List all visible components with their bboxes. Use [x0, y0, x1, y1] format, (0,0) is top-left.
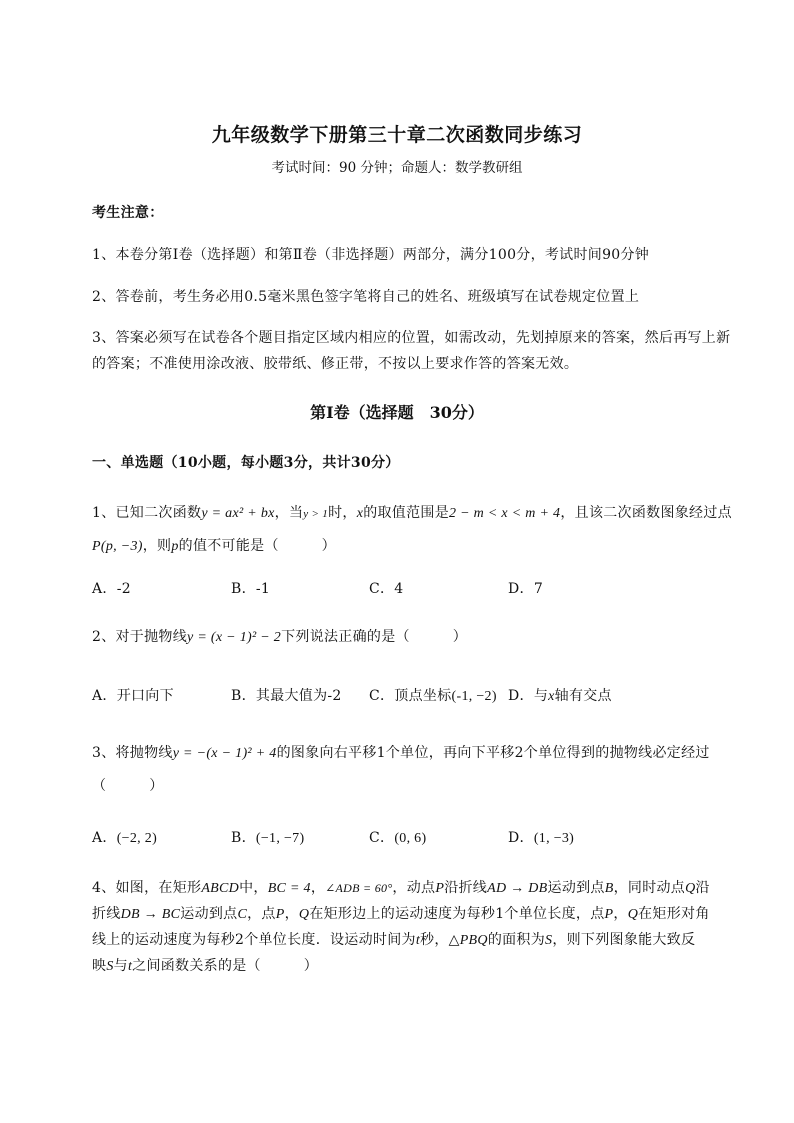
notice-heading: 考生注意： [92, 205, 164, 221]
text: ，点 [247, 906, 276, 922]
text: 沿 [695, 880, 710, 896]
text: 折线 [92, 906, 121, 922]
option-d [508, 827, 574, 847]
text: 之间函数关系的是（ ） [132, 958, 319, 974]
point-label: Q [298, 907, 310, 922]
coordinate: (−1, −7) [255, 831, 305, 846]
variable: x [548, 689, 555, 704]
text: ， [613, 906, 628, 922]
coordinate: (-1, −2) [451, 689, 497, 704]
text: 的值不可能是（ ） [178, 538, 336, 554]
text: 与 [113, 958, 128, 974]
variable: S [545, 933, 553, 948]
question-4-line-1 [92, 877, 710, 897]
text: 在矩形边上的运动速度为每秒1个单位长度，点 [309, 906, 605, 922]
variable: S [106, 959, 114, 974]
section-heading: 一、单选题（10小题，每小题3分，共计30分） [92, 455, 400, 471]
option-label: B． [231, 830, 256, 846]
coordinate: (0, 6) [394, 831, 427, 846]
equation: y = −(x − 1)² + 4 [172, 746, 277, 761]
option-c [369, 827, 426, 847]
option-label: C． [369, 830, 395, 846]
point-label: B [604, 881, 614, 896]
text: ，则下列图象能大致反 [552, 932, 696, 948]
option-a: A．开口向下 [92, 688, 174, 704]
shape-name: ABCD [201, 881, 240, 896]
text: 中， [239, 880, 268, 896]
page-title: 九年级数学下册第三十章二次函数同步练习 [211, 124, 583, 146]
option-c: C．4 [369, 581, 404, 597]
equation: y = (x − 1)² − 2 [187, 630, 282, 645]
option-b: B．-1 [231, 581, 271, 597]
option-b: B．其最大值为-2 [231, 688, 342, 704]
question-3-line-2: （ ） [92, 778, 164, 794]
text: 的图象向右平移1个单位，再向下平移2个单位得到的抛物线必定经过 [276, 745, 710, 761]
text: ，且该二次函数图象经过点 [560, 505, 732, 521]
point-expression: P(p, −3) [92, 539, 143, 554]
option-a [92, 827, 157, 847]
option-a: A．-2 [92, 581, 131, 597]
part-title: 第Ⅰ卷（选择题 30分） [310, 403, 484, 422]
range-expression: 2 − m < x < m + 4 [449, 506, 561, 521]
text: 在矩形对角 [638, 906, 710, 922]
text: 运动到点 [180, 906, 238, 922]
text: 运动到点 [547, 880, 605, 896]
text: 4、如图，在矩形 [92, 880, 202, 896]
point-label: Q [685, 881, 696, 896]
text: ， [284, 906, 299, 922]
option-d [508, 685, 612, 705]
notice-item: 3、答案必须写在试卷各个题目指定区域内相应的位置，如需改动，先划掉原来的答案，然后再写上新 [92, 330, 731, 346]
point-label: P [435, 881, 445, 896]
text: 2、对于抛物线 [92, 629, 188, 645]
path-expression: AD → DB [487, 881, 548, 896]
text: 的取值范围是 [363, 505, 450, 521]
text: 轴有交点 [554, 688, 612, 704]
length-expression: BC = 4 [267, 881, 311, 896]
question-2-line-1 [92, 626, 467, 646]
equation: y = ax² + bx [201, 506, 275, 521]
angle-expression: ∠ADB = 60° [325, 881, 393, 895]
text: ，同时动点 [613, 880, 686, 896]
question-1-line-2 [92, 535, 336, 555]
option-c [369, 685, 497, 705]
option-label: D． [508, 830, 534, 846]
text: 沿折线 [444, 880, 488, 896]
variable: t [127, 959, 133, 974]
variable: t [415, 933, 421, 948]
text: 线上的运动速度为每秒2个单位长度．设运动时间为 [92, 932, 416, 948]
text: 下列说法正确的是（ ） [281, 629, 468, 645]
text: 3、将抛物线 [92, 745, 173, 761]
variable: p [171, 539, 179, 554]
option-d: D．7 [508, 581, 544, 597]
text: 秒， [420, 932, 449, 948]
option-b [231, 827, 304, 847]
question-1-line-1 [92, 502, 732, 522]
exam-info: 考试时间：90 分钟；命题人：数学教研组 [271, 160, 523, 176]
condition: y > 1 [303, 508, 329, 520]
text: ，当 [274, 505, 304, 521]
point-label: P [604, 907, 614, 922]
text: ， [310, 880, 326, 896]
notice-item: 1、本卷分第Ⅰ卷（选择题）和第Ⅱ卷（非选择题）两部分，满分100分，考试时间90分钟 [92, 247, 650, 263]
text: ，动点 [392, 880, 436, 896]
text: ，则 [142, 538, 172, 554]
text: 时， [328, 505, 357, 521]
point-label: C [237, 907, 248, 922]
text: D．与 [508, 688, 549, 704]
question-3-line-1 [92, 742, 710, 762]
point-label: P [275, 907, 285, 922]
text: 的面积为 [487, 932, 546, 948]
question-4-line-4 [92, 955, 318, 975]
coordinate: (−2, 2) [116, 831, 158, 846]
path-expression: DB → BC [120, 907, 181, 922]
option-label: A． [92, 830, 117, 846]
coordinate: (1, −3) [533, 831, 575, 846]
text: C．顶点坐标 [369, 688, 452, 704]
notice-item: 2、答卷前，考生务必用0.5毫米黑色签字笔将自己的姓名、班级填写在试卷规定位置上 [92, 289, 640, 305]
question-4-line-2 [92, 903, 710, 923]
question-4-line-3 [92, 929, 695, 949]
triangle-expression: △PBQ [448, 933, 488, 948]
point-label: Q [627, 907, 639, 922]
text: 映 [92, 958, 107, 974]
notice-item: 的答案；不准使用涂改液、胶带纸、修正带，不按以上要求作答的答案无效。 [92, 356, 579, 372]
text: 1、已知二次函数 [92, 505, 202, 521]
variable: x [356, 506, 364, 521]
